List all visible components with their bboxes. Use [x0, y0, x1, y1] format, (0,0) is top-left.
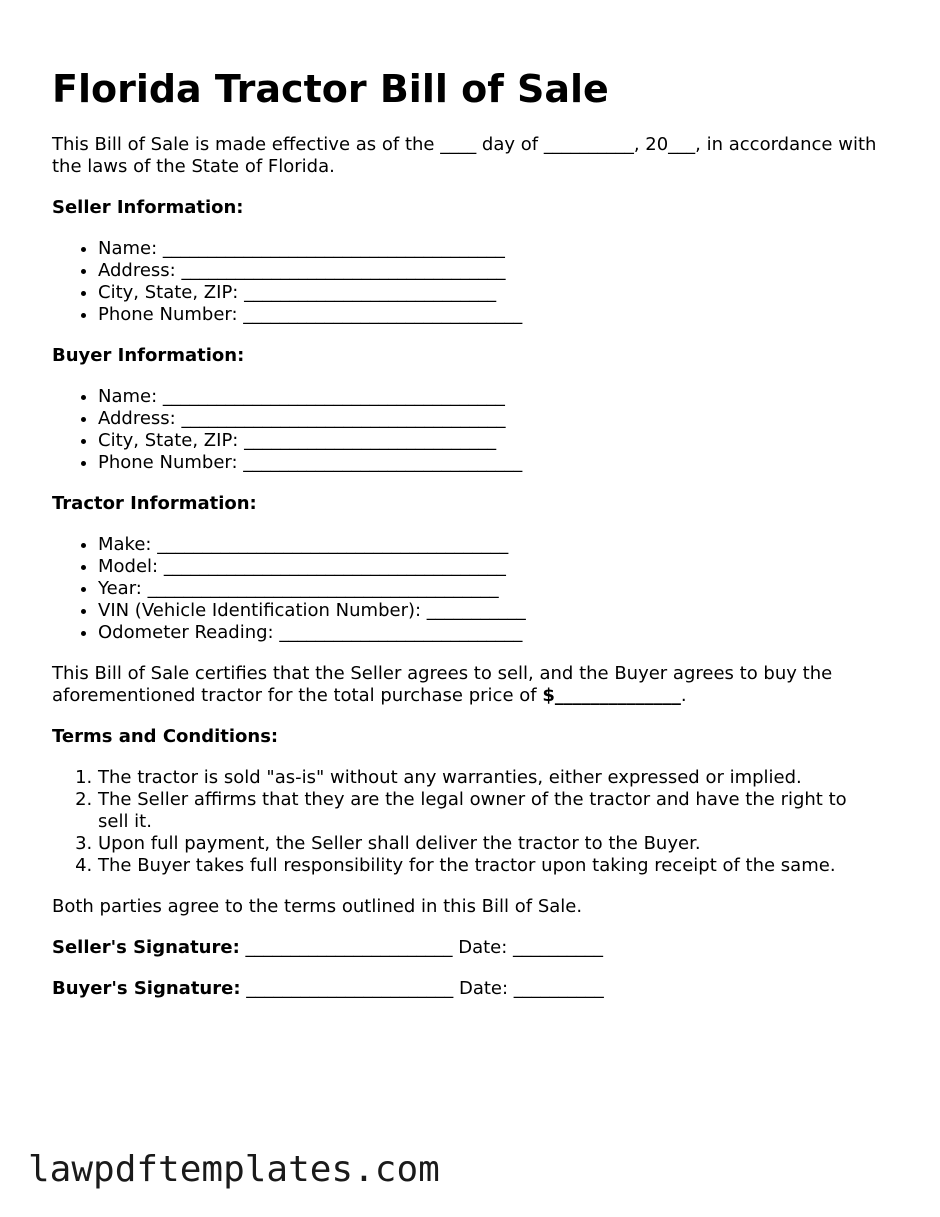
certification-end: . — [680, 685, 687, 706]
seller-signature-line — [52, 937, 882, 959]
buyer-heading: Buyer Information: — [52, 345, 245, 366]
tractor-vin-item: • VIN (Vehicle Identification Number): ___________ — [98, 600, 882, 622]
seller-city-item: • City, State, ZIP: ____________________________ — [98, 282, 882, 304]
buyer-address-item: • Address: ____________________________________ — [98, 408, 882, 430]
buyer-city-item: • City, State, ZIP: ____________________________ — [98, 430, 882, 452]
buyer-signature-line — [52, 978, 882, 1000]
certification-paragraph — [52, 663, 882, 707]
buyer-signature-fields: _______________________ Date: __________ — [240, 978, 604, 999]
watermark-text: lawpdftemplates.com — [28, 1149, 440, 1190]
term-item: 3. Upon full payment, the Seller shall deliver the tractor to the Buyer. — [98, 833, 882, 855]
buyer-name-item: • Name: ______________________________________ — [98, 386, 882, 408]
tractor-make-item: • Make: _______________________________________ — [98, 534, 882, 556]
buyer-list — [52, 386, 882, 474]
certification-text: This Bill of Sale certifies that the Seller agrees to sell, and the Buyer agrees to buy the aforementioned tractor for the total purchase price of — [52, 663, 833, 706]
intro-paragraph: This Bill of Sale is made effective as of the ____ day of __________, 20___, in accordance with the laws of the State of Florida. — [52, 134, 877, 177]
seller-phone-item: • Phone Number: _______________________________ — [98, 304, 882, 326]
seller-list — [52, 238, 882, 326]
term-item: 1. The tractor is sold "as-is" without any warranties, either expressed or implied. — [98, 767, 882, 789]
purchase-price-field: $______________ — [542, 685, 681, 706]
seller-signature-label: Seller's Signature: — [52, 937, 240, 958]
terms-list — [52, 767, 882, 877]
term-item: 2. The Seller affirms that they are the legal owner of the tractor and have the right to sell it. — [98, 789, 882, 833]
seller-address-item: • Address: ____________________________________ — [98, 260, 882, 282]
document-page — [52, 66, 882, 1000]
tractor-list — [52, 534, 882, 644]
seller-name-item: • Name: ______________________________________ — [98, 238, 882, 260]
buyer-signature-label: Buyer's Signature: — [52, 978, 241, 999]
term-item: 4. The Buyer takes full responsibility for the tractor upon taking receipt of the same. — [98, 855, 882, 877]
tractor-model-item: • Model: ______________________________________ — [98, 556, 882, 578]
document-title: Florida Tractor Bill of Sale — [52, 67, 609, 111]
tractor-heading: Tractor Information: — [52, 493, 257, 514]
tractor-odometer-item: • Odometer Reading: ___________________________ — [98, 622, 882, 644]
agreement-paragraph: Both parties agree to the terms outlined in this Bill of Sale. — [52, 896, 583, 917]
seller-heading: Seller Information: — [52, 197, 244, 218]
tractor-year-item: • Year: _______________________________________ — [98, 578, 882, 600]
buyer-phone-item: • Phone Number: _______________________________ — [98, 452, 882, 474]
terms-heading: Terms and Conditions: — [52, 726, 279, 747]
seller-signature-fields: _______________________ Date: __________ — [239, 937, 604, 958]
